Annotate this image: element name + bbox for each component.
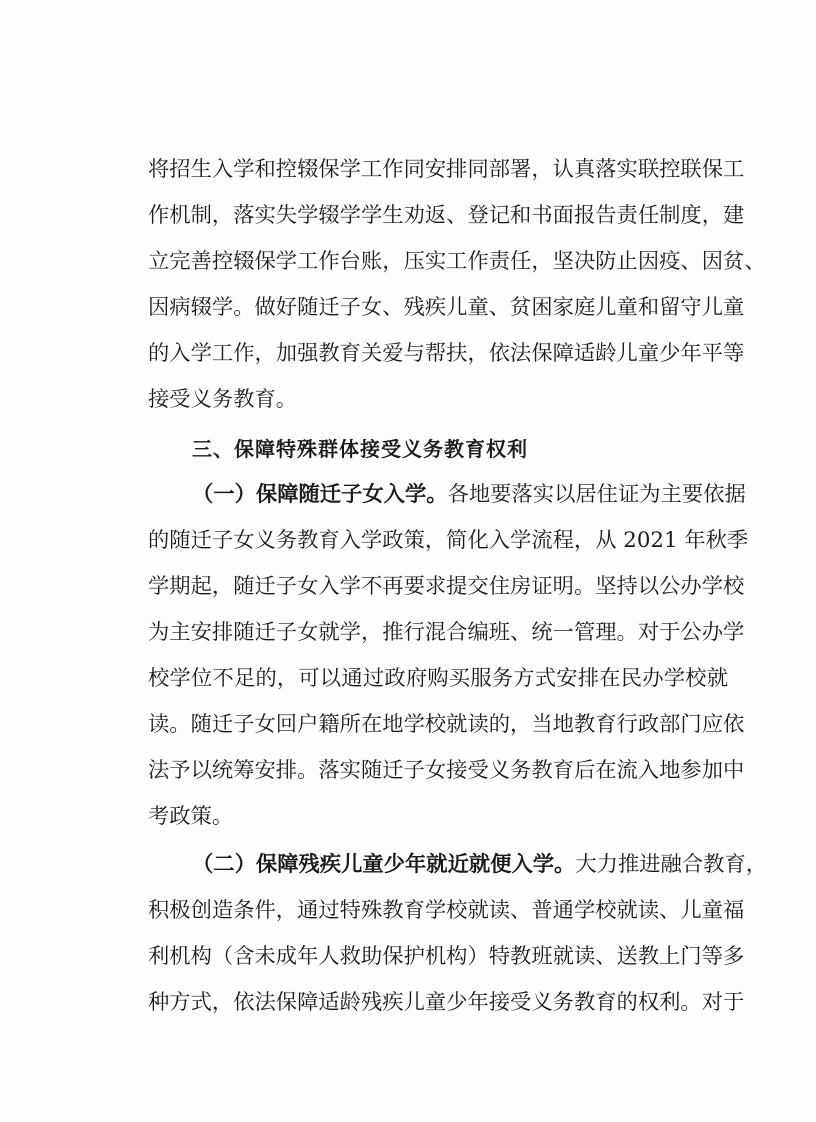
body-line: 积极创造条件，通过特殊教育学校就读、普通学校就读、儿童福 <box>148 898 745 923</box>
body-line: 法予以统筹安排。落实随迁子女接受义务教育后在流入地参加中 <box>148 758 745 783</box>
paragraph-lead: （一）保障随迁子女入学。 <box>192 482 448 507</box>
body-line: 作机制，落实失学辍学学生劝返、登记和书面报告责任制度，建 <box>148 203 745 228</box>
body-line: 将招生入学和控辍保学工作同安排同部署，认真落实联控联保工 <box>148 157 745 182</box>
body-line: 利机构（含未成年人救助保护机构）特教班就读、送教上门等多 <box>148 944 745 969</box>
body-line: 考政策。 <box>148 804 234 829</box>
body-line: 的随迁子女义务教育入学政策，简化入学流程，从 2021 年秋季 <box>148 528 749 553</box>
paragraph-lead: （二）保障残疾儿童少年就近就便入学。 <box>192 852 576 877</box>
body-line: 种方式，依法保障适龄残疾儿童少年接受义务教育的权利。对于 <box>148 990 745 1015</box>
body-line: 读。随迁子女回户籍所在地学校就读的，当地教育行政部门应依 <box>148 712 745 737</box>
body-line: 学期起，随迁子女入学不再要求提交住房证明。坚持以公办学校 <box>148 574 745 599</box>
paragraph-text: 大力推进融合教育， <box>575 852 768 877</box>
body-line: 校学位不足的，可以通过政府购买服务方式安排在民办学校就 <box>148 666 728 691</box>
section-heading: 三、保障特殊群体接受义务教育权利 <box>192 437 528 461</box>
body-line: 因病辍学。做好随迁子女、残疾儿童、贫困家庭儿童和留守儿童 <box>148 295 745 320</box>
body-line: 的入学工作，加强教育关爱与帮扶，依法保障适龄儿童少年平等 <box>148 341 745 366</box>
body-line: 为主安排随迁子女就学，推行混合编班、统一管理。对于公办学 <box>148 620 745 645</box>
paragraph-first-line <box>192 845 768 885</box>
body-line: 接受义务教育。 <box>148 387 298 412</box>
body-line: 立完善控辍保学工作台账，压实工作责任，坚决防止因疫、因贫、 <box>148 249 766 274</box>
paragraph-first-line <box>192 475 746 515</box>
paragraph-text: 各地要落实以居住证为主要依据 <box>447 482 746 507</box>
